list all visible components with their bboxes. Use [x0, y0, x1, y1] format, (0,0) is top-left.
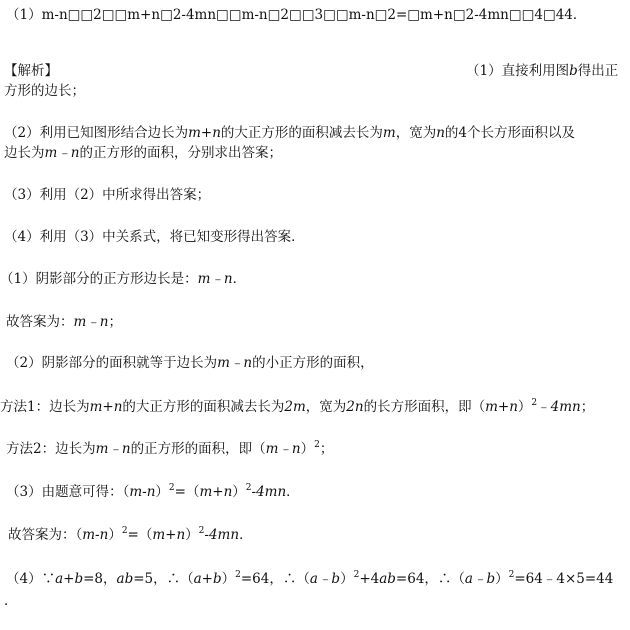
paren: ） — [155, 484, 169, 500]
expr: 4mn — [550, 399, 581, 415]
expr: 4mn — [256, 484, 287, 500]
method-1-text-e: ，宽为 — [305, 399, 347, 415]
method-2-label: 方法2：边长为 — [6, 441, 96, 457]
expr: a+b — [55, 571, 84, 587]
solution-1-text: （1）阴影部分的正方形边长是： — [0, 271, 198, 287]
exponent: 2 — [121, 526, 128, 536]
punct: ． — [286, 484, 300, 500]
solution-1 — [0, 270, 246, 288]
exponent: 2 — [235, 570, 241, 580]
paren: ） — [221, 571, 236, 587]
expr: ab — [379, 571, 396, 587]
expr: a﹣b — [309, 571, 341, 587]
expr: n — [436, 125, 445, 141]
analysis-heading — [4, 62, 58, 80]
analysis-point-2-text-c: 的大正方形的面积减去长为 — [220, 125, 383, 141]
exponent: 2 — [353, 570, 360, 580]
operator: ﹣ — [537, 399, 551, 415]
value: +4 — [359, 571, 380, 587]
value: =64，∴（ — [240, 571, 310, 587]
paren: ） — [232, 484, 246, 500]
expr: m+n — [152, 527, 186, 543]
answer-label: 故答案为： — [6, 314, 74, 330]
expr: m+n — [188, 125, 221, 141]
solution-4-end — [4, 592, 18, 610]
value: =8， — [83, 571, 117, 587]
exponent: 2 — [198, 526, 205, 536]
expr: m﹣n — [197, 271, 233, 287]
expr: m — [382, 125, 396, 141]
exponent: 2 — [245, 483, 252, 493]
analysis-point-1-cont — [4, 82, 85, 100]
expr: m+n — [485, 399, 518, 415]
answer-summary-line — [6, 6, 586, 24]
method-1 — [0, 398, 594, 416]
expr: a﹣b — [464, 571, 496, 587]
analysis-point-2-text-j: 的正方形的面积，分别求出答案； — [79, 145, 282, 161]
answer-summary-text: （1）m-n□□2□□m+n□2-4mn□□m-n□2□□3□□m-n□2=□m+n□2-4mn□□4□44． — [6, 7, 587, 23]
expr: m﹣n — [95, 441, 131, 457]
expr: m﹣n — [217, 355, 253, 371]
expr: 2n — [346, 399, 364, 415]
expr: m﹣n — [265, 441, 301, 457]
solution-1-answer — [6, 313, 122, 331]
analysis-point-2-cont — [4, 144, 282, 162]
analysis-point-1-text: （1）直接利用图 — [466, 63, 570, 79]
expr: m+n — [199, 484, 233, 500]
analysis-point-2-text: （2）利用已知图形结合边长为 — [4, 125, 189, 141]
analysis-point-4 — [4, 228, 305, 246]
paren: ） — [185, 527, 199, 543]
method-1-label: 方法1：边长为 — [0, 399, 90, 415]
equals: =（ — [127, 527, 153, 543]
solution-3 — [6, 483, 300, 501]
analysis-point-2-text-g: 的4个长方形面积以及 — [444, 125, 576, 141]
solution-2-text-c: 的小正方形的面积， — [252, 355, 374, 371]
method-1-text-c: 的大正方形的面积减去长为 — [122, 399, 285, 415]
paren: ） — [495, 571, 509, 587]
analysis-point-1-text-c: 方形的边长； — [4, 83, 85, 99]
value: =64，∴（ — [395, 571, 465, 587]
punct: ． — [4, 593, 18, 609]
expr: m-n — [129, 484, 156, 500]
operator: - — [251, 484, 257, 500]
solution-2-text: （2）阴影部分的面积就等于边长为 — [6, 355, 218, 371]
solution-4-label: （4）∵ — [6, 571, 56, 587]
punct: ； — [108, 314, 122, 330]
analysis-point-2-text-h: 边长为 — [4, 145, 45, 161]
expr: 4mn — [208, 527, 240, 543]
solution-3-text: （3）由题意可得：（ — [6, 484, 130, 500]
equals: =（ — [174, 484, 200, 500]
exponent: 2 — [168, 483, 175, 493]
method-1-text-g: 的长方形面积，即（ — [363, 399, 486, 415]
var-b: b — [569, 63, 578, 79]
exponent: 2 — [531, 398, 538, 408]
solution-3-answer — [8, 526, 253, 544]
punct: ． — [239, 527, 253, 543]
expr: m+n — [89, 399, 123, 415]
solution-4 — [6, 570, 613, 588]
method-2-text-c: 的正方形的面积，即（ — [130, 441, 266, 457]
paren: ） — [108, 527, 122, 543]
paren: ） — [517, 399, 532, 415]
value: =64﹣4×5=44 — [514, 571, 614, 587]
analysis-point-2-text-e: ，宽为 — [395, 125, 437, 141]
exponent: 2 — [314, 440, 320, 450]
expr: 2m — [284, 399, 306, 415]
paren: ） — [340, 571, 354, 587]
punct: ； — [580, 399, 595, 415]
expr: m﹣n — [73, 314, 109, 330]
solution-2 — [6, 354, 374, 372]
method-2 — [6, 440, 333, 458]
analysis-heading-text: 【解析】 — [4, 63, 58, 79]
operator: - — [204, 527, 209, 543]
punct: ； — [319, 441, 334, 457]
punct: ． — [232, 271, 247, 287]
expr: ab — [116, 571, 134, 587]
value: =5，∴（ — [133, 571, 194, 587]
analysis-point-3-text: （3）利用（2）中所求得出答案； — [4, 187, 211, 203]
analysis-point-1-text-b: 得出正 — [577, 63, 619, 79]
exponent: 2 — [508, 570, 515, 580]
expr: m-n — [82, 527, 109, 543]
paren: ） — [300, 441, 315, 457]
analysis-point-3 — [4, 186, 210, 204]
expr: m﹣n — [44, 145, 80, 161]
analysis-point-4-text: （4）利用（3）中关系式，将已知变形得出答案． — [4, 229, 305, 245]
analysis-point-1 — [466, 62, 618, 80]
expr: a+b — [193, 571, 222, 587]
analysis-point-2 — [4, 124, 575, 142]
answer-label: 故答案为：（ — [8, 527, 83, 543]
